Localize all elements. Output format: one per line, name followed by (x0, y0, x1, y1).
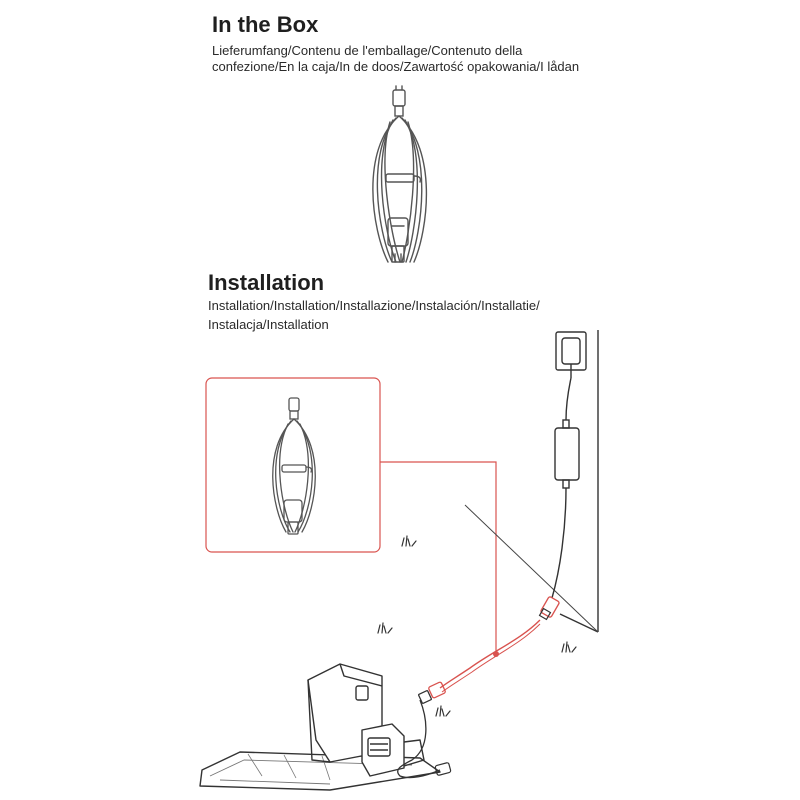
installation-title: Installation (208, 270, 325, 295)
leader-connection-dot (493, 651, 499, 657)
charging-station-illustration (200, 664, 440, 790)
in-the-box-subtitle-line2: confezione/En la caja/In de doos/Zawartość opakowania/I lådan (212, 59, 580, 74)
wall-illustration (465, 330, 598, 632)
callout-leader-line (380, 462, 496, 654)
installation-subtitle-line2: Instalacja/Installation (208, 317, 329, 332)
installation-subtitle-line1: Installation/Installation/Installazione/Instalación/Installatie/ (208, 298, 540, 313)
cable-connector-lower (418, 682, 446, 704)
power-adapter-icon (552, 378, 579, 598)
extension-cable-illustration (373, 86, 427, 262)
station-plug (435, 762, 451, 775)
extension-cable-route (440, 620, 540, 688)
cable-connector-upper (540, 596, 560, 619)
wall-socket-icon (556, 332, 586, 378)
in-the-box-title: In the Box (212, 12, 319, 37)
in-the-box-subtitle-line1: Lieferumfang/Contenu de l'emballage/Contenuto della (212, 43, 523, 58)
inset-extension-cable-illustration (273, 398, 316, 534)
grass-tuft-icon (378, 536, 576, 716)
